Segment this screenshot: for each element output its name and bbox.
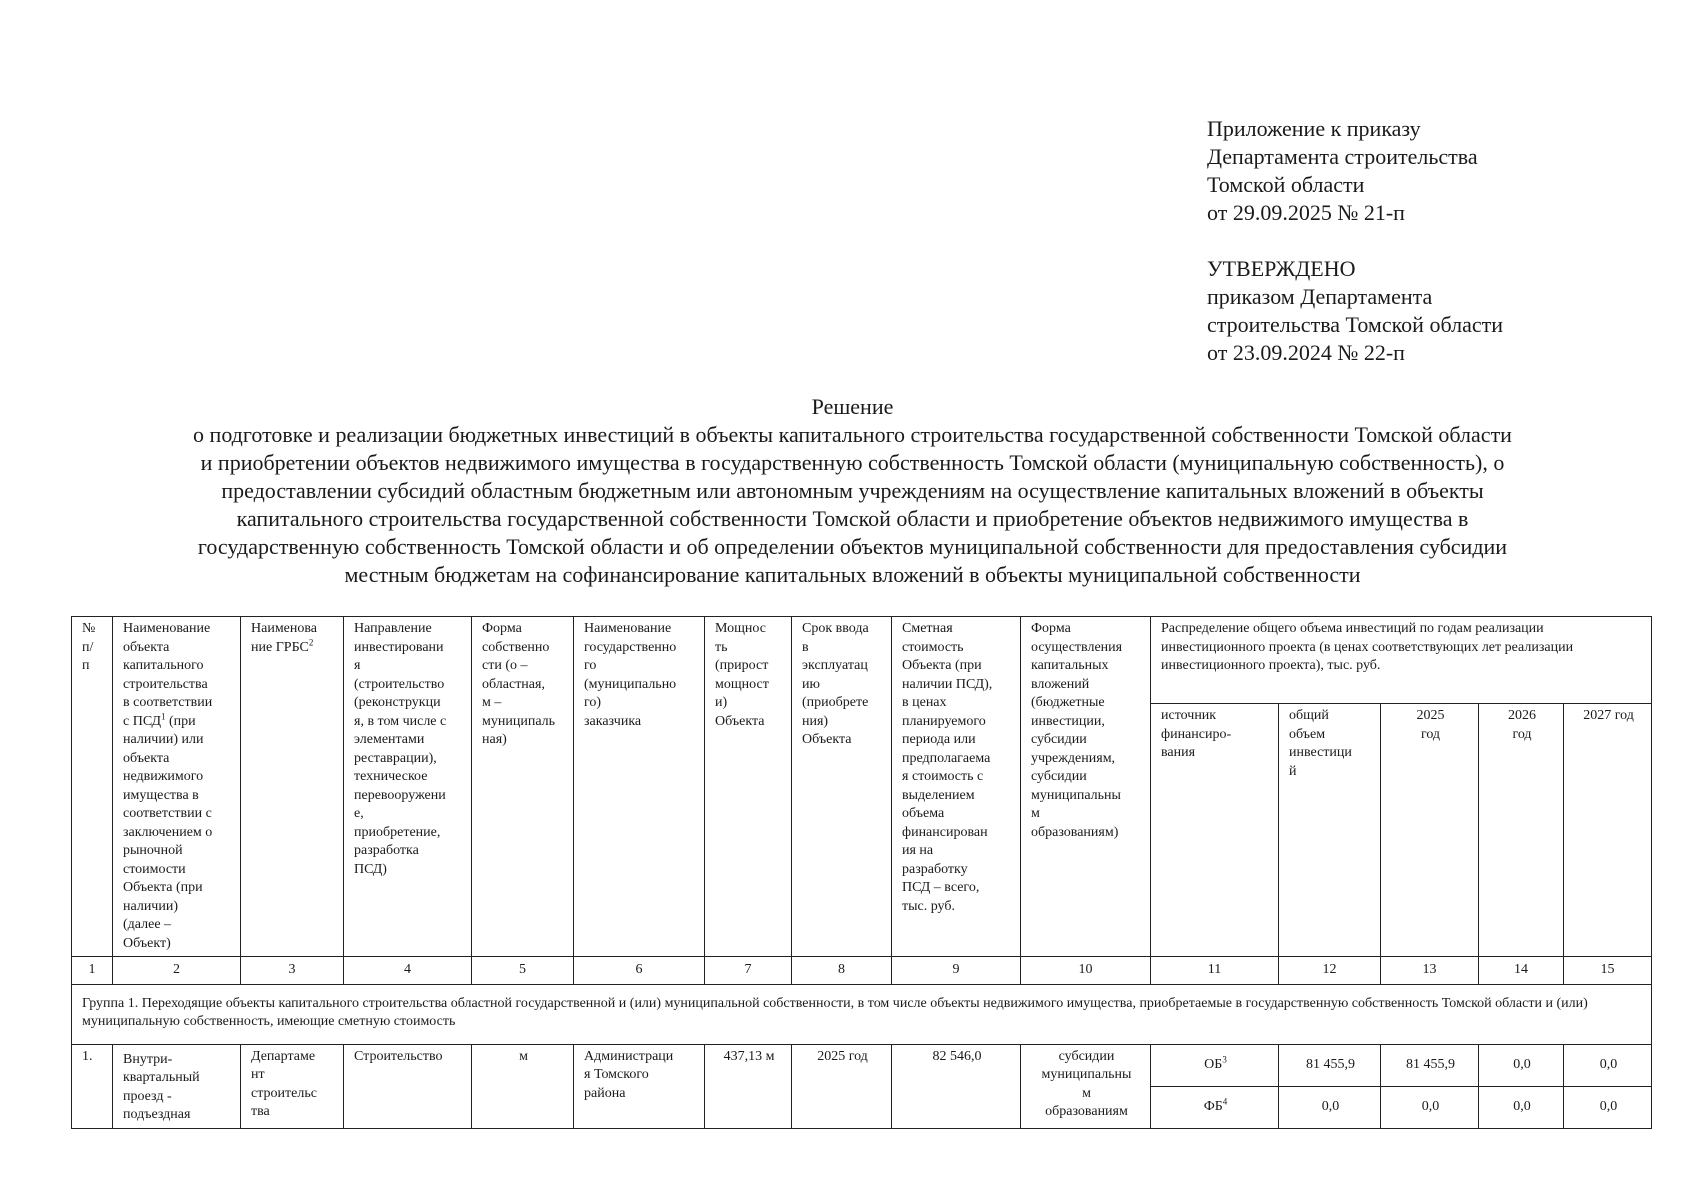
- header-direction: Направление инвестировани я (строительство (реконструкци я, в том числе с элементами реставрации), техническое перевооружени е, приобретение, разработка ПСД): [344, 617, 472, 957]
- header-term: Срок ввода в эксплуатац ию (приобрете ния) Объекта: [792, 617, 892, 957]
- funding-source-fb: $ФБ^4$: [1151, 1086, 1279, 1128]
- funding-source-ob: $ОБ^3$: [1151, 1044, 1279, 1086]
- ownership-form: м: [472, 1044, 574, 1128]
- object-name: Внутри- квартальный проезд - подъездная: [113, 1044, 241, 1128]
- appendix-region-line: Томской области: [1207, 172, 1365, 197]
- title-line: предоставлении субсидий областным бюджетным или автономным учреждениям на осуществление капитальных вложений в объекты: [221, 478, 1484, 503]
- column-number: 4: [344, 957, 472, 985]
- appendix-department-line: Департамента строительства: [1207, 144, 1478, 169]
- header-object-name: Наименование объекта капитального строительства в соответствии с ПСД$^1$ (при наличии) или объекта недвижимого имущества в соответствии с заключением о рыночной стоимости Объекта (при наличии) (далее – Объект): [113, 617, 241, 957]
- column-number: 5: [472, 957, 574, 985]
- column-number: 11: [1151, 957, 1279, 985]
- approved-by-line: приказом Департамента: [1207, 284, 1433, 309]
- appendix-order-date: от 29.09.2025 № 21-п: [1207, 200, 1405, 225]
- header-customer: Наименование государственно го (муниципально го) заказчика: [574, 617, 705, 957]
- capacity-value: 437,13 м: [705, 1044, 792, 1128]
- commissioning-term: 2025 год: [792, 1044, 892, 1128]
- table-row: [72, 1044, 1652, 1086]
- year-2027-ob: 0,0: [1564, 1044, 1652, 1086]
- approval-stamp: [1207, 115, 1677, 367]
- group-row: [72, 984, 1652, 1044]
- column-number: 7: [705, 957, 792, 985]
- header-year-2025: 2025 год: [1381, 704, 1479, 957]
- appendix-line: Приложение к приказу: [1207, 116, 1421, 141]
- column-number: 12: [1279, 957, 1381, 985]
- header-year-2026: 2026 год: [1479, 704, 1564, 957]
- header-funding-source: источник финансиро- вания: [1151, 704, 1279, 957]
- grbs-name: Департаме нт строительс тва: [241, 1044, 344, 1128]
- header-total-investment: общий объем инвестици й: [1279, 704, 1381, 957]
- title-line: местным бюджетам на софинансирование капитальных вложений в объекты муниципальной собственности: [344, 562, 1361, 587]
- column-number: 13: [1381, 957, 1479, 985]
- column-number: 14: [1479, 957, 1564, 985]
- header-cost: Сметная стоимость Объекта (при наличии ПСД), в ценах планируемого периода или предполагаема я стоимость с выделением объема финансирован ия на разработку ПСД – всего, тыс. руб.: [892, 617, 1021, 957]
- column-number: 2: [113, 957, 241, 985]
- column-number: 10: [1021, 957, 1151, 985]
- approved-order-date: от 23.09.2024 № 22-п: [1207, 340, 1405, 365]
- column-number: 6: [574, 957, 705, 985]
- approved-label: УТВЕРЖДЕНО: [1207, 256, 1356, 281]
- title-line: капитального строительства государственной собственности Томской области и приобретение объектов недвижимого имущества в: [236, 506, 1469, 531]
- customer-name: Администраци я Томского района: [574, 1044, 705, 1128]
- title-line: государственную собственность Томской области и об определении объектов муниципальной собственности для предоставления субсидии: [197, 534, 1508, 559]
- year-2026-ob: 0,0: [1479, 1044, 1564, 1086]
- header-capacity: Мощнос ть (прирост мощност и) Объекта: [705, 617, 792, 957]
- header-distribution: Распределение общего объема инвестиций по годам реализации инвестиционного проекта (в ценах соответствующих лет реализации инвестиционного проекта), тыс. руб.: [1151, 617, 1652, 704]
- year-2025-fb: 0,0: [1381, 1086, 1479, 1128]
- title-line: о подготовке и реализации бюджетных инвестиций в объекты капитального строительства государственной собственности Томской области: [193, 422, 1512, 447]
- column-number: 1: [72, 957, 113, 985]
- document-title: [60, 393, 1645, 589]
- header-ownership: Форма собственно сти (о – областная, м – муниципаль ная): [472, 617, 574, 957]
- total-investment-ob: 81 455,9: [1279, 1044, 1381, 1086]
- column-number-row: [72, 957, 1652, 985]
- investment-form: субсидии муниципальны м образованиям: [1021, 1044, 1151, 1128]
- year-2027-fb: 0,0: [1564, 1086, 1652, 1128]
- column-number: 8: [792, 957, 892, 985]
- group-1-label: Группа 1. Переходящие объекты капитального строительства областной государственной и (или) муниципальной собственности, в том числе объекты недвижимого имущества, приобретаемые в государственную собственность Томской области и (или) муниципальную собственность, имеющие сметную стоимость: [72, 984, 1652, 1044]
- approved-by-department: строительства Томской области: [1207, 312, 1503, 337]
- column-number: 9: [892, 957, 1021, 985]
- total-investment-fb: 0,0: [1279, 1086, 1381, 1128]
- row-number: 1.: [72, 1044, 113, 1128]
- column-number: 15: [1564, 957, 1652, 985]
- year-2025-ob: 81 455,9: [1381, 1044, 1479, 1086]
- header-row: [72, 617, 1652, 704]
- year-2026-fb: 0,0: [1479, 1086, 1564, 1128]
- investment-direction: Строительство: [344, 1044, 472, 1128]
- title-line: и приобретении объектов недвижимого имущества в государственную собственность Томской области (муниципальную собственность), о: [200, 450, 1505, 475]
- column-number: 3: [241, 957, 344, 985]
- estimated-cost: 82 546,0: [892, 1044, 1021, 1128]
- header-number: № п/ п: [72, 617, 113, 957]
- header-form: Форма осуществления капитальных вложений (бюджетные инвестиции, субсидии учреждениям, субсидии муниципальны м образованиям): [1021, 617, 1151, 957]
- document-heading: Решение: [811, 394, 894, 419]
- header-grbs: Наименова ние ГРБС$^2$: [241, 617, 344, 957]
- investment-table: [71, 616, 1652, 1129]
- header-year-2027: 2027 год: [1564, 704, 1652, 957]
